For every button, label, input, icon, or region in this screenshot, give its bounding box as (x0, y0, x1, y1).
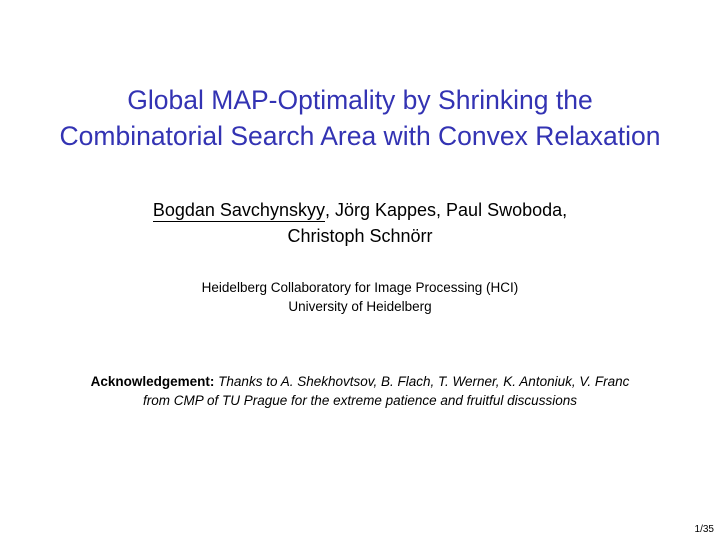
acknowledgement-text-1: Thanks to A. Shekhovtsov, B. Flach, T. Werner, K. Antoniuk, V. Franc (218, 374, 630, 389)
authors-line-1 (0, 197, 720, 223)
affiliation-institute: Heidelberg Collaboratory for Image Processing (HCI) (201, 280, 519, 295)
title-line-1: Global MAP-Optimality by Shrinking the (127, 85, 593, 115)
affiliation-university: University of Heidelberg (288, 299, 432, 314)
authors-line-2: Christoph Schnörr (287, 226, 433, 246)
slide-title (0, 82, 720, 154)
affiliation (0, 278, 720, 316)
presenter-name: Bogdan Savchynskyy (152, 200, 325, 220)
acknowledgement (0, 372, 720, 410)
acknowledgement-text-2: from CMP of TU Prague for the extreme patience and fruitful discussions (143, 393, 577, 408)
title-line-2: Combinatorial Search Area with Convex Relaxation (59, 121, 661, 151)
author-list (0, 197, 720, 249)
acknowledgement-line-1 (0, 372, 720, 391)
acknowledgement-label: Acknowledgement: (90, 374, 215, 389)
page-number: 1/35 (694, 524, 714, 535)
coauthors-line-1: , Jörg Kappes, Paul Swoboda, (324, 200, 568, 220)
